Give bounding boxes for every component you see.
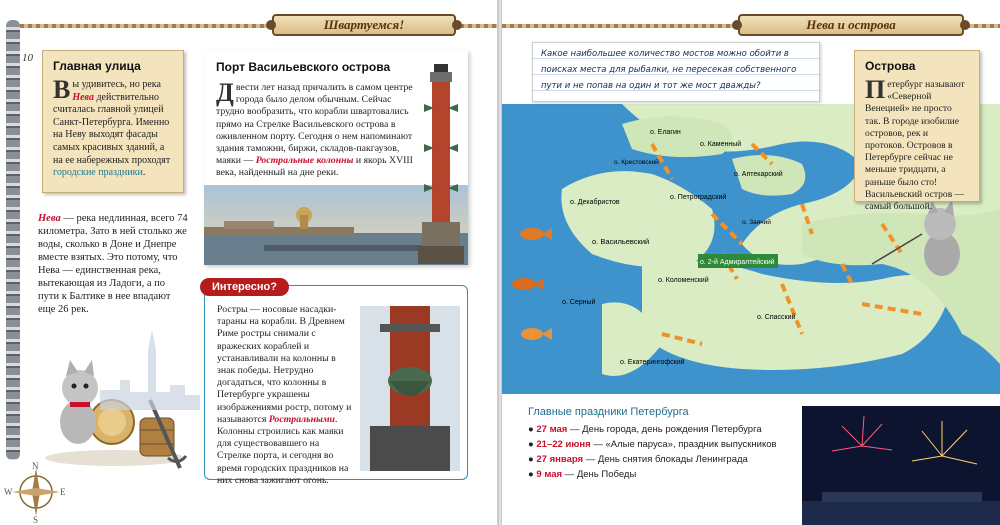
dropcap: Д [216, 78, 234, 107]
neva-highlight: Нева [38, 213, 61, 224]
holidays-title: Главные праздники Петербурга [528, 406, 689, 418]
map-label-elagin: о. Елагин [650, 129, 681, 136]
main-street-text [53, 75, 173, 180]
port-card [204, 50, 468, 265]
main-street-card [42, 50, 184, 193]
rostra-closeup-photo [360, 306, 460, 471]
holiday-item: ● 27 мая — День города, день рождения Петербурга [528, 424, 762, 435]
compass-w: W [4, 487, 13, 497]
map-label-ekateringofsky: о. Екатерингофский [620, 359, 685, 366]
text-span: . [142, 167, 146, 179]
holiday-item: ● 27 января — День снятия блокады Ленинграда [528, 454, 748, 465]
compass-s: S [33, 515, 39, 524]
puzzle-text: Какое наибольшее количество мостов можно обойти в поисках места для рыбалки, не пересекая собственного пути и не попав на один и тот же мост дважды? [541, 49, 797, 91]
main-street-title: Главная улица [53, 59, 141, 73]
port-text [216, 78, 422, 180]
text-span: . Колонны строились как маяки для существовавшего на Стрелке порта, и сегодня во время городских праздников на них снова зажигают огонь. [217, 413, 349, 486]
text-span: Ростры — носовые насадки-тараны на корабли. В Древнем Риме ростры снимали с вражеских кораблей и устанавливали на колонны в знак победы. Нетрудно догадаться, что колонны в Петербурге украшены изображениями ростр, потому и называются [217, 304, 352, 425]
puzzle-note [532, 42, 820, 102]
holiday-item: ● 21–22 июня — «Алые паруса», праздник выпускников [528, 439, 777, 450]
map-label-krestovsky: о. Крестовский [614, 159, 659, 166]
neva-facts [38, 212, 188, 316]
chain-decoration [6, 20, 20, 460]
map-label-admiralteysky: о. 2-й Адмиралтейский [700, 259, 775, 266]
islands-title: Острова [865, 59, 916, 73]
map-label-kamenny: о. Каменный [700, 141, 742, 148]
interesting-callout [204, 285, 468, 486]
islands-card [854, 50, 980, 213]
left-banner: Швартуемся! [272, 14, 456, 36]
map-label-kolomensky: о. Коломенский [658, 277, 709, 284]
holiday-date: 27 мая [536, 424, 568, 435]
holiday-date: 9 мая [536, 469, 563, 480]
map-label-aptekarsky: о. Аптекарский [734, 171, 783, 178]
compass-rose-icon [4, 460, 68, 524]
islands-text [865, 75, 969, 213]
interesting-text [217, 304, 355, 487]
holiday-text: — День Победы [562, 469, 637, 480]
neva-highlight: Нева [72, 91, 94, 103]
holiday-text: — День снятия блокады Ленинграда [583, 454, 748, 465]
port-title: Порт Васильевского острова [216, 60, 391, 74]
holiday-item: ● 9 мая — День Победы [528, 469, 637, 480]
text-span: етербург называют «Северной Венецией» не просто так. В городе изобилие островов, рек и протоков. Островов в Петербурге сейчас не меньше тридцати, а раньше было сто! Васильевский остров — самый большой. [865, 79, 965, 213]
map-label-petrogradsky: о. Петроградский [670, 194, 727, 201]
rostral-columns-highlight: Ростральные колонны [255, 155, 354, 167]
rostral-column-photo [414, 64, 468, 264]
rostral-highlight: Ростральными [268, 413, 335, 425]
map-label-zayachy: о. Заячий [742, 219, 771, 226]
map-label-spassky: о. Спасский [757, 314, 796, 321]
compass-e: E [60, 487, 66, 497]
holiday-text: — День города, день рождения Петербурга [567, 424, 762, 435]
text-span: действительно считалась главной улицей Санкт-Петербурга. Именно на Неву выходят фасады самых красивых зданий, а на ее набережных проходят [53, 91, 171, 166]
text-span: ы удивитесь, но река [72, 79, 161, 90]
map-label-dekabristov: о. Декабристов [570, 199, 620, 206]
city-holidays-link[interactable]: городские праздники [53, 167, 143, 179]
dropcap: П [865, 75, 886, 104]
right-page [502, 0, 1000, 525]
holidays-list [528, 406, 808, 482]
interesting-label: Интересно? [200, 278, 289, 296]
left-page [0, 0, 498, 525]
right-banner: Нева и острова [738, 14, 964, 36]
holiday-text: — «Алые паруса», праздник выпускников [590, 439, 777, 450]
text-span: вести лет назад причалить в самом центре города было делом обычным. Сейчас трудно вообразить, что корабли швартовались прямо на Стрелке Васильевского острова в оживленном порту. Сегодня о нем напоминают здания таможни, биржи, складов-пакгаузов, маяки — [216, 82, 413, 167]
text-span: и якорь XVIII века, найденный на дне реки. [216, 155, 413, 179]
compass-n: N [32, 461, 39, 471]
map-label-vasilievsky: о. Васильевский [592, 237, 650, 246]
map-label-serny: о. Серный [562, 299, 596, 306]
neva-facts-text: — река недлинная, всего 74 километра. Зато в ней столько же воды, сколько в Доне и Днепре вместе взятых. Это потому, что Нева — единственная река, вытекающая из Ладоги, а по пути к Балтике в нее впадают еще 26 рек. [38, 213, 188, 315]
holiday-date: 27 января [536, 454, 584, 465]
page-number-left: 10 [22, 52, 33, 64]
fireworks-photo [802, 406, 1000, 525]
holiday-date: 21–22 июня [536, 439, 591, 450]
skyline-silhouette [100, 330, 200, 410]
dropcap: В [53, 75, 71, 104]
